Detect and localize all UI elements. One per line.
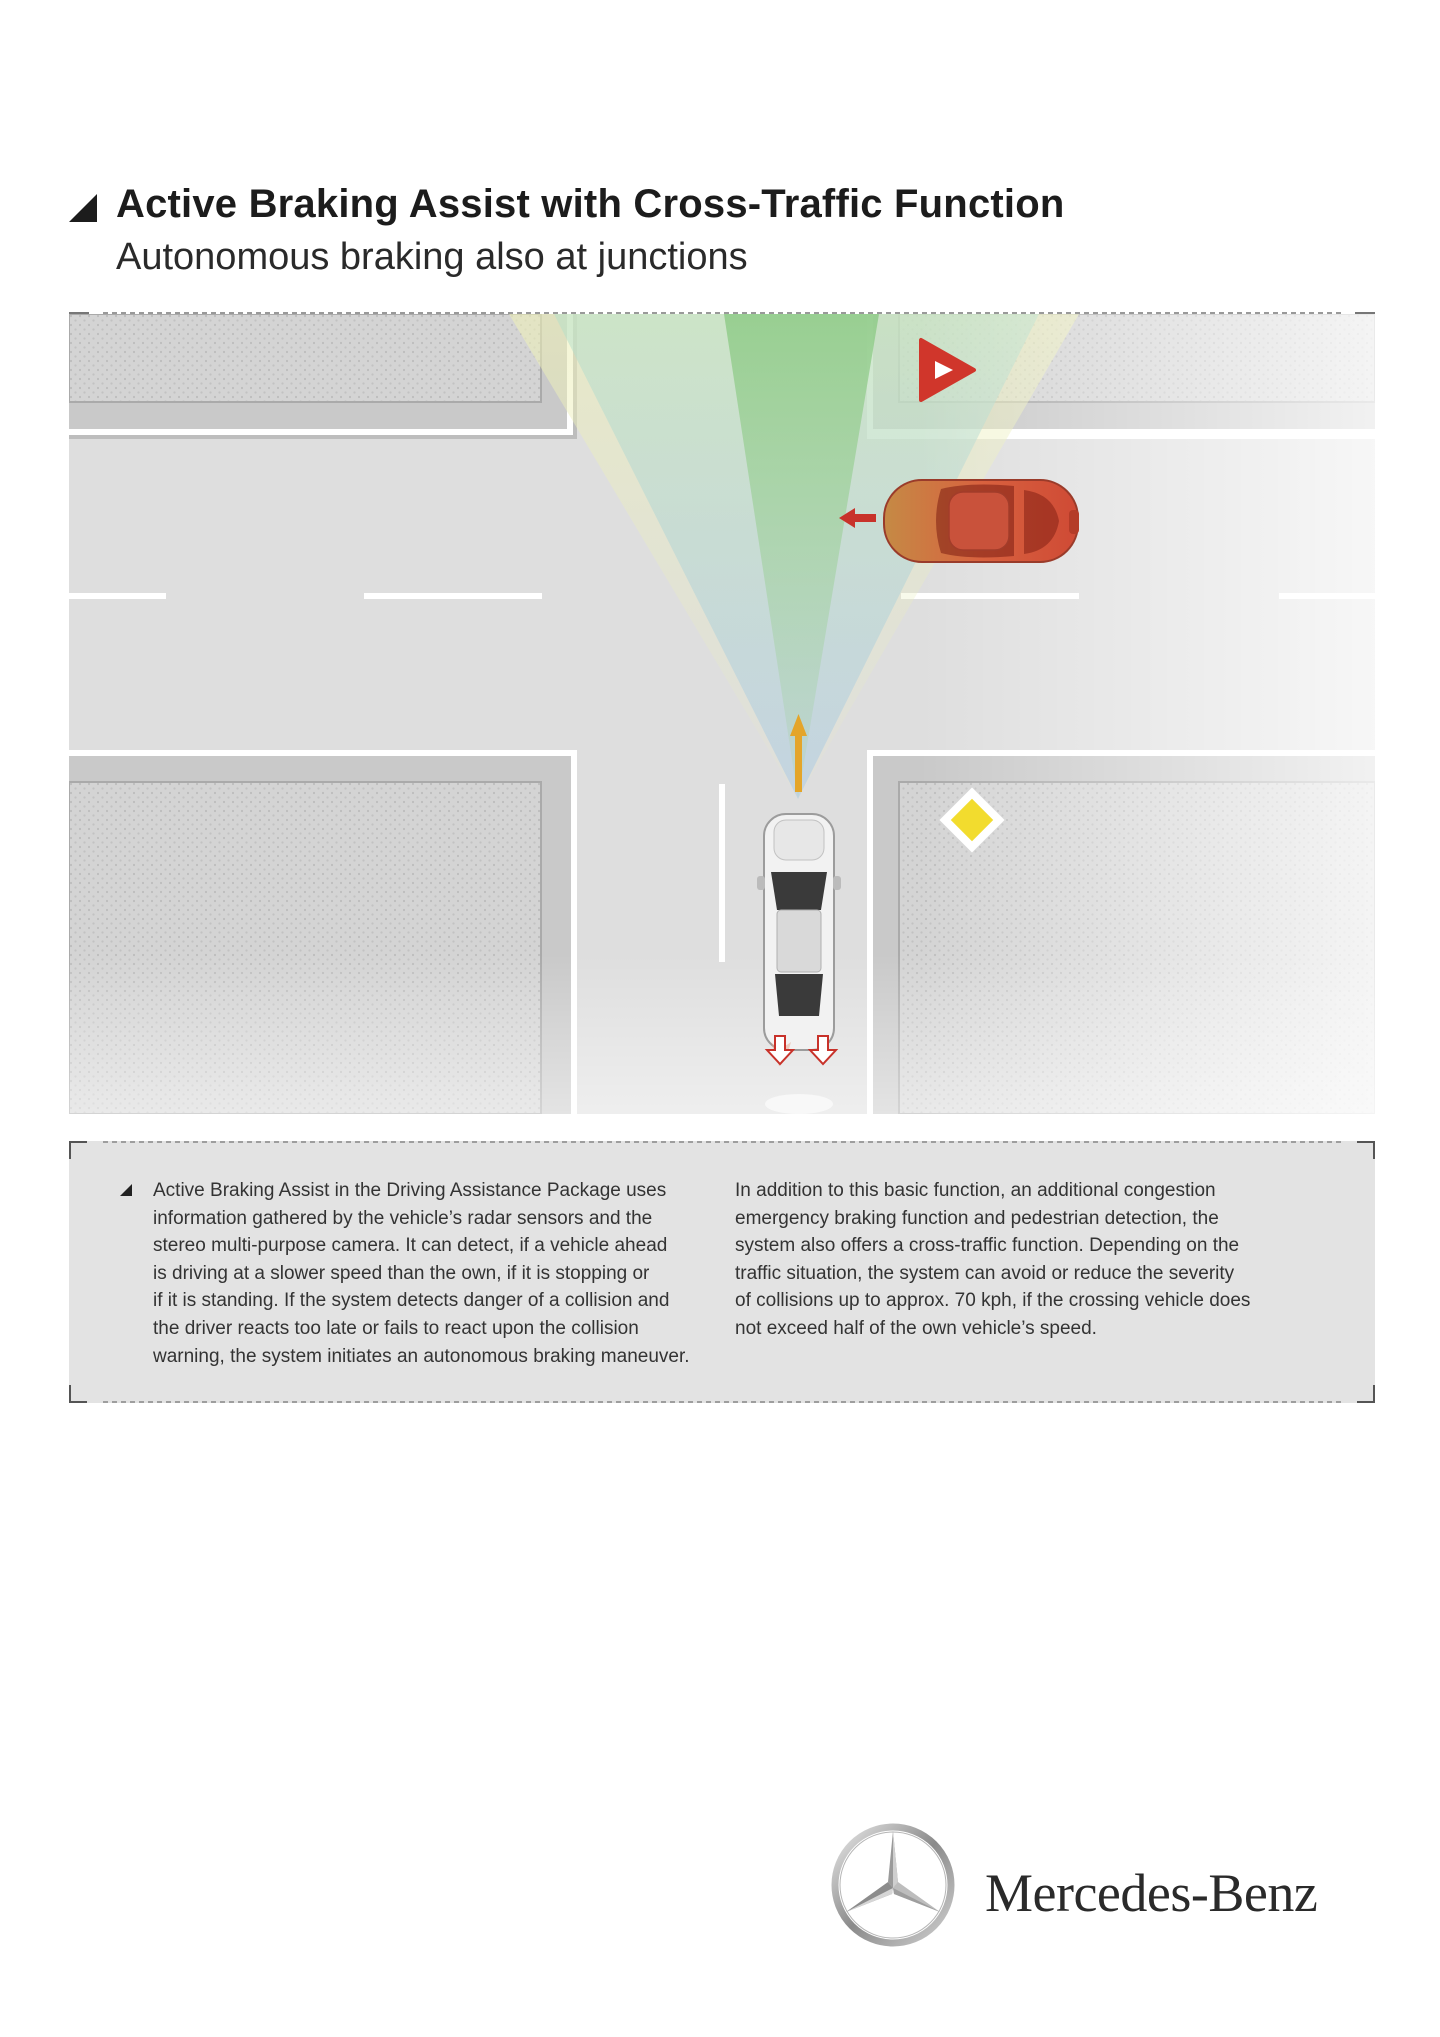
info-line: not exceed half of the own vehicle’s speed.: [735, 1317, 1097, 1339]
info-line: stereo multi-purpose camera. It can detect, if a vehicle ahead: [153, 1235, 668, 1257]
page-subtitle: Autonomous braking also at junctions: [116, 236, 748, 278]
three-pointed-star-icon: [830, 1822, 956, 1948]
crossing-car: [884, 480, 1079, 562]
info-line: if it is standing. If the system detects danger of a collision and: [153, 1290, 670, 1312]
info-line: of collisions up to approx. 70 kph, if the crossing vehicle does: [735, 1290, 1251, 1312]
info-line: warning, the system initiates an autonomous braking maneuver.: [153, 1345, 690, 1367]
title-triangle-icon: [69, 194, 97, 222]
info-line: is driving at a slower speed than the own, if it is stopping or: [153, 1262, 650, 1284]
bullet-triangle-icon: [118, 1182, 134, 1198]
info-column-left: [153, 1177, 713, 1370]
info-column-right: [735, 1177, 1295, 1343]
junction-diagram: [69, 314, 1375, 1114]
page-title: Active Braking Assist with Cross-Traffic Function: [116, 182, 1065, 226]
brand-name: Mercedes-Benz: [985, 1863, 1318, 1923]
info-line: the driver reacts too late or fails to react upon the collision: [153, 1317, 639, 1339]
info-line: emergency braking function and pedestrian detection, the: [735, 1207, 1219, 1229]
info-line: information gathered by the vehicle’s radar sensors and the: [153, 1207, 653, 1229]
info-line: traffic situation, the system can avoid or reduce the severity: [735, 1262, 1235, 1284]
info-line: In addition to this basic function, an additional congestion: [735, 1180, 1216, 1201]
info-line: system also offers a cross-traffic function. Depending on the: [735, 1235, 1240, 1257]
info-line: Active Braking Assist in the Driving Assistance Package uses: [153, 1180, 667, 1201]
